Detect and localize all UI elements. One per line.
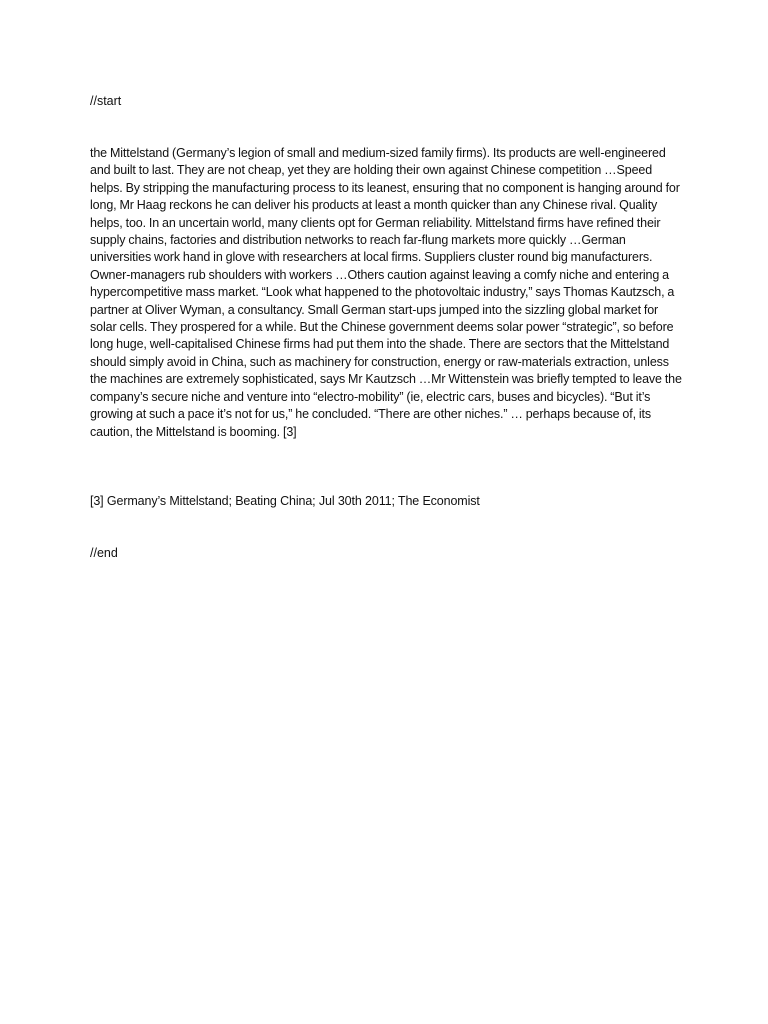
- end-marker: //end: [90, 546, 118, 560]
- body-paragraph: the Mittelstand (Germany’s legion of small and medium-sized family firms). Its products are well-engineered and built to last. They are not cheap, yet they are holding their own against Chinese competition …Speed helps. By stripping the manufacturing process to its leanest, ensuring that no component is hanging around for long, Mr Haag reckons he can deliver his products at least a month quicker than any Chinese rival. Quality helps, too. In an uncertain world, many clients opt for German reliability. Mittelstand firms have refined their supply chains, factories and distribution networks to reach far-flung markets more quickly …German universities work hand in glove with researchers at local firms. Suppliers cluster round big manufacturers. Owner-managers rub shoulders with workers …Others caution against leaving a comfy niche and entering a hypercompetitive mass market. “Look what happened to the photovoltaic industry,” says Thomas Kautzsch, a partner at Oliver Wyman, a consultancy. Small German start-ups jumped into the sizzling global market for solar cells. They prospered for a while. But the Chinese government deems solar power “strategic”, so before long huge, well-capitalised Chinese firms had put them into the shade. There are sectors that the Mittelstand should simply avoid in China, such as machinery for construction, energy or raw-materials extraction, unless the machines are extremely sophisticated, says Mr Kautzsch …Mr Wittenstein was briefly tempted to leave the company’s secure niche and venture into “electro-mobility” (ie, electric cars, buses and bicycles). “But it’s growing at such a pace it’s not for us,” he concluded. “There are other niches.” … perhaps because of, its caution, the Mittelstand is booming. [3]: [90, 146, 682, 439]
- start-marker: //start: [90, 94, 122, 108]
- citation-footnote: [3] Germany’s Mittelstand; Beating China; Jul 30th 2011; The Economist: [90, 494, 480, 508]
